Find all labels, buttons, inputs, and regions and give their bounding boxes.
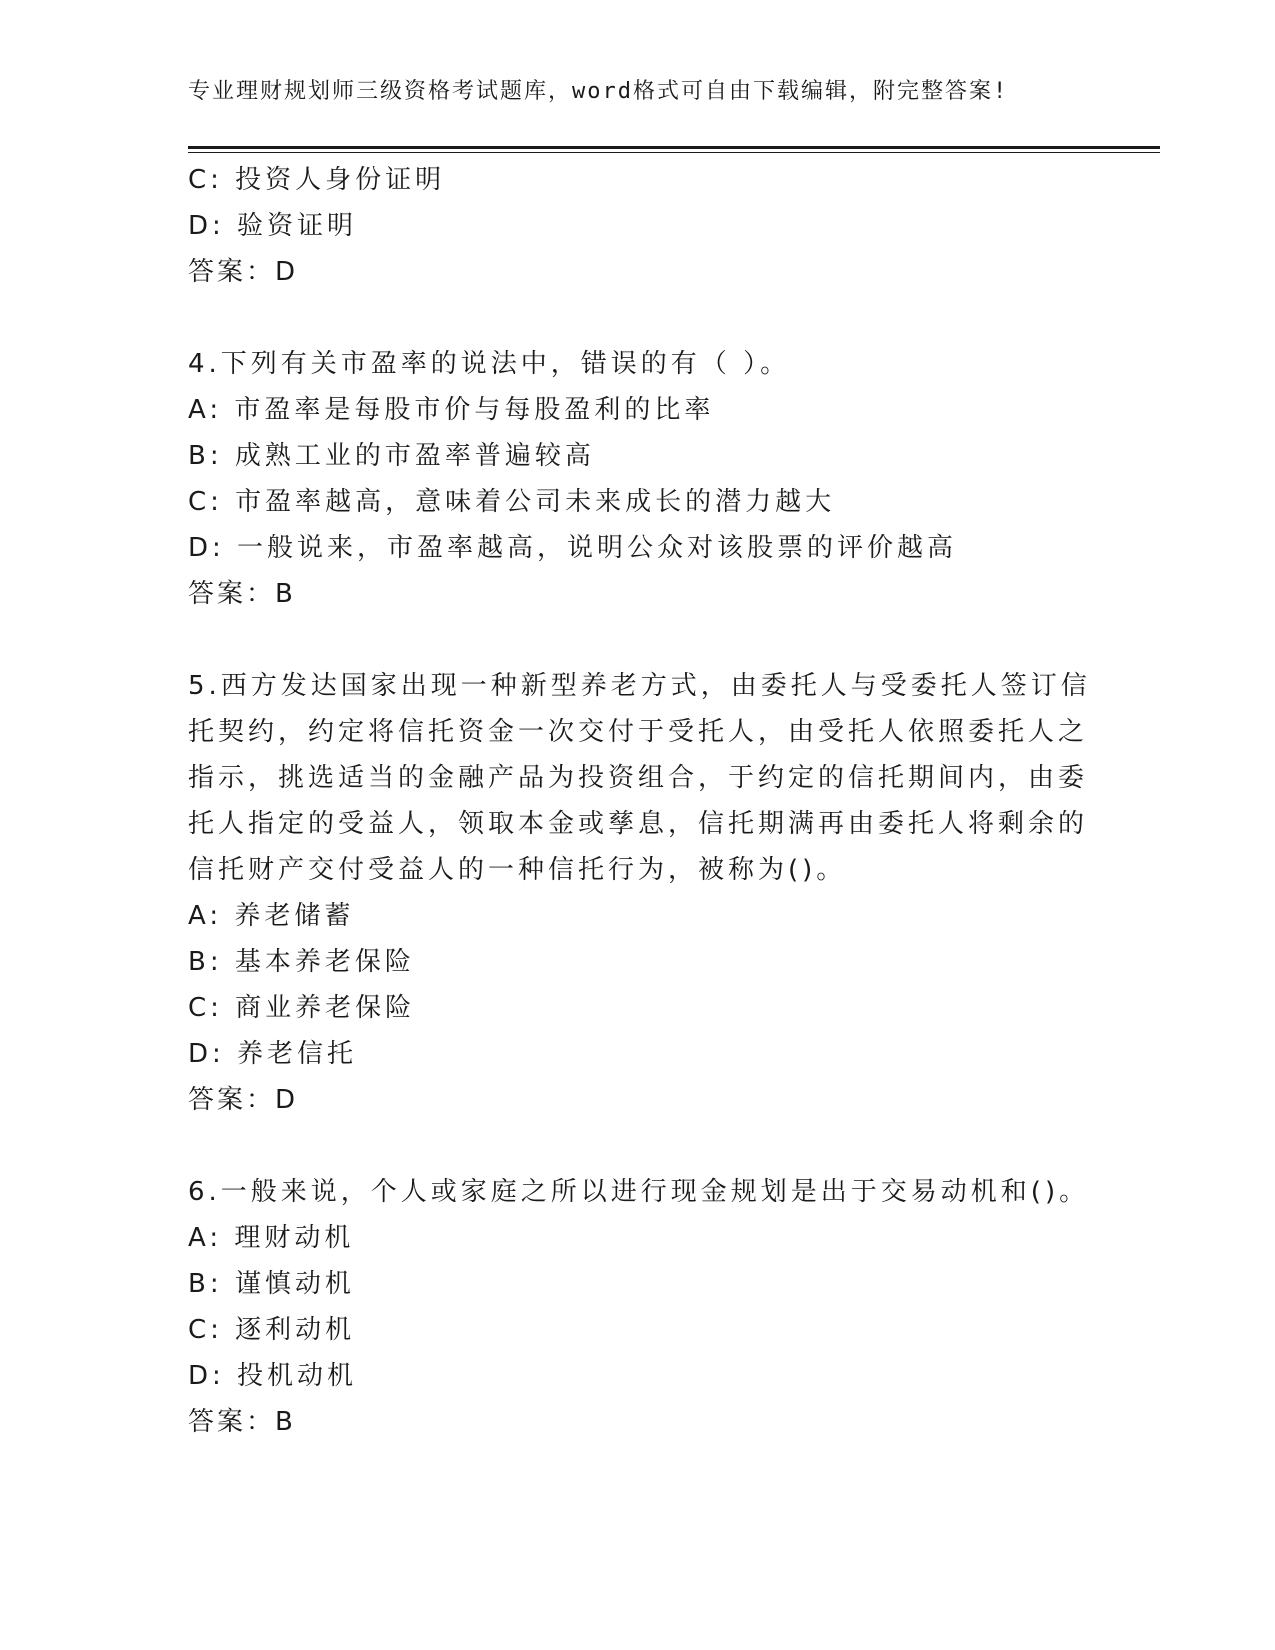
prev-question — [188, 157, 1088, 295]
question-stem: 5.西方发达国家出现一种新型养老方式，由委托人与受委托人签订信 — [188, 671, 1091, 701]
option-c: C: 市盈率越高，意味着公司未来成长的潜力越大 — [188, 487, 836, 517]
option-d: D: 一般说来，市盈率越高，说明公众对该股票的评价越高 — [188, 533, 958, 563]
answer-line: 答案：B — [188, 579, 296, 609]
spacer — [188, 1123, 1088, 1169]
question-stem: 托契约，约定将信托资金一次交付于受托人，由受托人依照委托人之 — [188, 717, 1089, 747]
answer-line: 答案：B — [188, 1407, 296, 1437]
question-stem: 6.一般来说，个人或家庭之所以进行现金规划是出于交易动机和()。 — [188, 1177, 1090, 1207]
spacer — [188, 295, 1088, 341]
page-header: 专业理财规划师三级资格考试题库，word格式可自由下载编辑，附完整答案! — [188, 79, 1009, 104]
question-4 — [188, 341, 1088, 617]
question-stem: 托人指定的受益人，领取本金或孳息，信托期满再由委托人将剩余的 — [188, 809, 1089, 839]
answer-line: 答案：D — [188, 257, 299, 287]
option-a: A: 理财动机 — [188, 1223, 355, 1253]
option-c: C: 商业养老保险 — [188, 993, 416, 1023]
header-rule-thick — [188, 146, 1160, 149]
question-list — [188, 157, 1091, 1445]
option-a: A: 养老储蓄 — [188, 901, 355, 931]
header-rule-thin — [188, 152, 1160, 153]
option-d: D: 投机动机 — [188, 1361, 358, 1391]
question-5 — [188, 663, 1091, 1123]
option-c: C: 逐利动机 — [188, 1315, 356, 1345]
spacer — [188, 617, 1088, 663]
option-a: A: 市盈率是每股市价与每股盈利的比率 — [188, 395, 715, 425]
question-stem: 信托财产交付受益人的一种信托行为，被称为()。 — [188, 855, 847, 885]
question-stem: 4.下列有关市盈率的说法中，错误的有（ ）。 — [188, 349, 791, 379]
option-b: B: 成熟工业的市盈率普遍较高 — [188, 441, 595, 471]
answer-line: 答案：D — [188, 1085, 299, 1115]
question-6 — [188, 1169, 1088, 1445]
option-b: B: 基本养老保险 — [188, 947, 415, 977]
option-d: D: 养老信托 — [188, 1039, 358, 1069]
option-d: D: 验资证明 — [188, 211, 358, 241]
option-b: B: 谨慎动机 — [188, 1269, 355, 1299]
question-stem: 指示，挑选适当的金融产品为投资组合，于约定的信托期间内，由委 — [188, 763, 1089, 793]
option-c: C: 投资人身份证明 — [188, 165, 446, 195]
